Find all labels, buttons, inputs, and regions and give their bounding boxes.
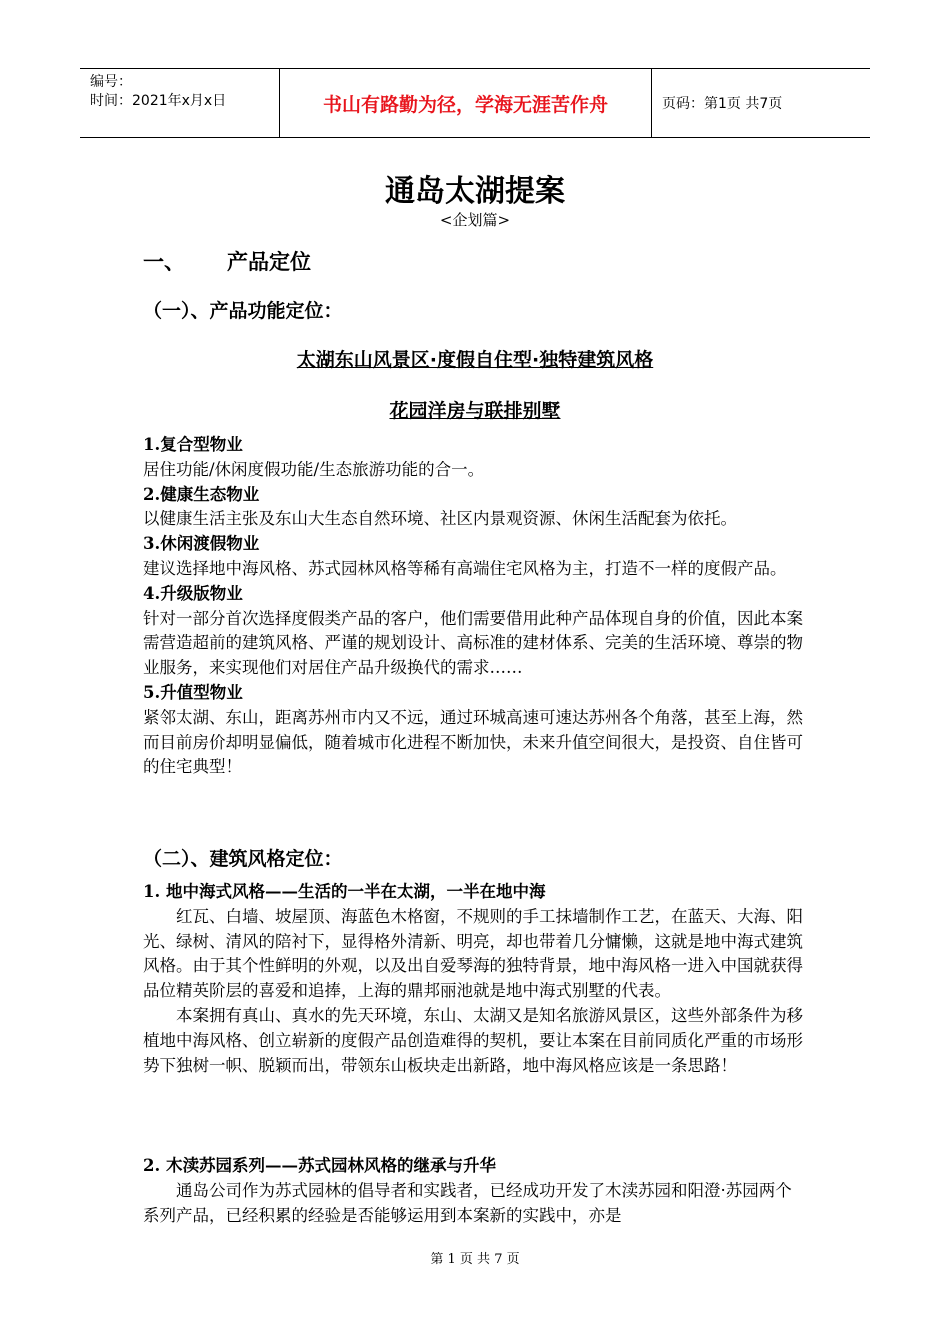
subsection-heading-style: （二）、建筑风格定位：: [143, 848, 343, 870]
tagline-primary: 太湖东山风景区·度假自住型·独特建筑风格: [296, 349, 654, 371]
page-title: 通岛太湖提案: [385, 174, 565, 209]
tagline-secondary: 花园洋房与联排别墅: [389, 400, 561, 422]
item-heading: 3.休闲渡假物业: [143, 534, 260, 554]
style-mediterranean: [143, 880, 808, 1078]
document-header: [80, 68, 870, 138]
item-heading: 4.升级版物业: [143, 583, 243, 603]
section-heading: [143, 246, 311, 276]
item-text: 居住功能/休闲度假功能/生态旅游功能的合一。: [143, 459, 485, 479]
style-heading: 2. 木渎苏园系列——苏式园林风格的继承与升华: [143, 1156, 496, 1175]
item-heading: 1.复合型物业: [143, 435, 243, 454]
item-text: 紧邻太湖、东山，距离苏州市内又不远，通过环城高速可速达苏州各个角落，甚至上海，然而目前房价却明显偏低，随着城市化进程不断加快，未来升值空间很大，是投资、自住皆可的住宅典型！: [143, 707, 803, 777]
style-paragraph: 红瓦、白墙、坡屋顶、海蓝色木格窗，不规则的手工抹墙制作工艺，在蓝天、大海、阳光、绿树、清风的陪衬下，显得格外清新、明亮，却也带着几分慵懒，这就是地中海式建筑风格。由于其个性鲜明的外观，以及出自爱琴海的独特背景，地中海风格一进入中国就获得品位精英阶层的喜爱和追捧，上海的鼎邦丽池就是地中海式别墅的代表。: [143, 906, 803, 1001]
page-subtitle: <企划篇>: [439, 211, 511, 229]
function-items: [143, 433, 808, 780]
item-heading: 5.升值型物业: [143, 682, 243, 702]
item-heading: 2.健康生态物业: [143, 484, 260, 504]
subsection-heading-function: （一）、产品功能定位：: [143, 300, 343, 322]
section-number: 一、: [143, 250, 185, 274]
item-text: 建议选择地中海风格、苏式园林风格等稀有高端住宅风格为主，打造不一样的度假产品。: [143, 558, 787, 578]
style-paragraph: 通岛公司作为苏式园林的倡导者和实践者，已经成功开发了木渎苏园和阳澄·苏园两个系列产品，已经积累的经验是否能够运用到本案新的实践中，亦是: [143, 1180, 792, 1225]
number-label: 编号：: [90, 74, 132, 90]
style-heading: 1. 地中海式风格——生活的一半在太湖，一半在地中海: [143, 882, 546, 901]
header-motto: 书山有路勤为径，学海无涯苦作舟: [280, 69, 652, 137]
style-suzhou-garden: [143, 1154, 808, 1228]
style-paragraph: 本案拥有真山、真水的先天环境，东山、太湖又是知名旅游风景区，这些外部条件为移植地中海风格、创立崭新的度假产品创造难得的契机，要让本案在目前同质化严重的市场形势下独树一帜、脱颖而出，带领东山板块走出新路，地中海风格应该是一条思路！: [143, 1005, 803, 1075]
page-footer: 第 1 页 共 7 页: [430, 1252, 520, 1267]
section-title: 产品定位: [227, 250, 311, 274]
header-page-info: 页码：第1页 共7页: [662, 96, 783, 112]
header-meta: [80, 69, 280, 137]
item-text: 以健康生活主张及东山大生态自然环境、社区内景观资源、休闲生活配套为依托。: [143, 509, 737, 529]
time-label: 时间：2021年x月x日: [90, 93, 227, 109]
item-text: 针对一部分首次选择度假类产品的客户，他们需要借用此种产品体现自身的价值，因此本案需营造超前的建筑风格、严谨的规划设计、高标准的建材体系、完美的生活环境、尊崇的物业服务，来实现他们对居住产品升级换代的需求……: [143, 608, 803, 678]
